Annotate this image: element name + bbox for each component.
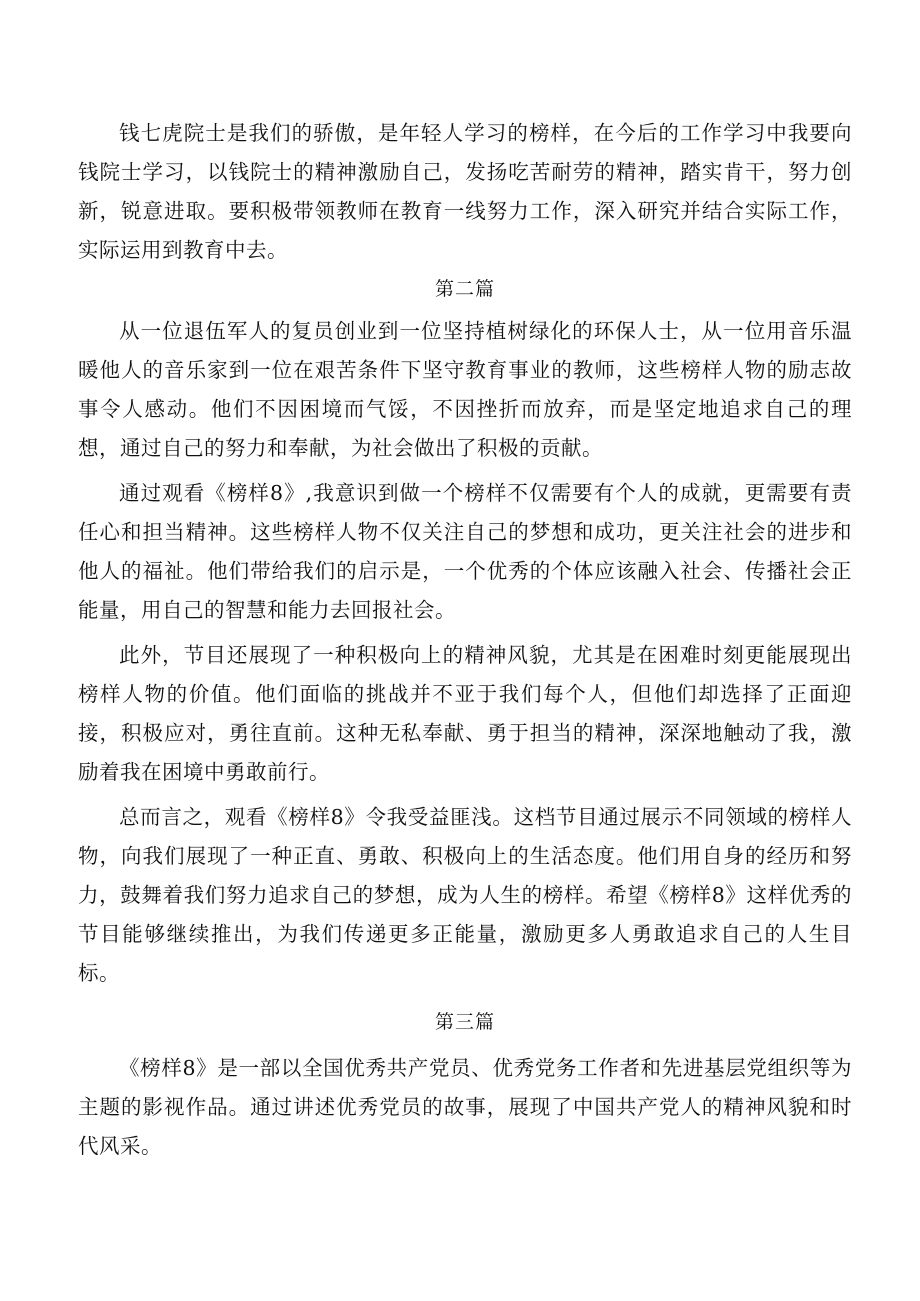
paragraph: 此外，节目还展现了一种积极向上的精神风貌，尤其是在困难时刻更能展现出榜样人物的价值。他们面临的挑战并不亚于我们每个人，但他们却选择了正面迎接，积极应对，勇往直前。这种无私奉献、勇于担当的精神，深深地触动了我，激励着我在困境中勇敢前行。 (78, 643, 852, 784)
section-heading: 第三篇 (434, 1011, 495, 1033)
paragraph: 总而言之，观看《榜样8》令我受益匪浅。这档节目通过展示不同领域的榜样人物，向我们展现了一种正直、勇敢、积极向上的生活态度。他们用自身的经历和努力，鼓舞着我们努力追求自己的梦想，成为人生的榜样。希望《榜样8》这样优秀的节目能够继续推出，为我们传递更多正能量，激励更多人勇敢追求自己的人生目标。 (78, 805, 852, 985)
document-body (78, 114, 852, 1166)
paragraph: 从一位退伍军人的复员创业到一位坚持植树绿化的环保人士，从一位用音乐温暖他人的音乐家到一位在艰苦条件下坚守教育事业的教师，这些榜样人物的励志故事令人感动。他们不因困境而气馁，不因挫折而放弃，而是坚定地追求自己的理想，通过自己的努力和奉献，为社会做出了积极的贡献。 (78, 319, 852, 460)
paragraph: 钱七虎院士是我们的骄傲，是年轻人学习的榜样，在今后的工作学习中我要向钱院士学习，以钱院士的精神激励自己，发扬吃苦耐劳的精神，踏实肯干，努力创新，锐意进取。要积极带领教师在教育一线努力工作，深入研究并结合实际工作，实际运用到教育中去。 (78, 121, 852, 262)
paragraph: 通过观看《榜样8》,我意识到做一个榜样不仅需要有个人的成就，更需要有责任心和担当精神。这些榜样人物不仅关注自己的梦想和成功，更关注社会的进步和他人的福祉。他们带给我们的启示是，一个优秀的个体应该融入社会、传播社会正能量，用自己的智慧和能力去回报社会。 (78, 481, 852, 622)
paragraph: 《榜样8》是一部以全国优秀共产党员、优秀党务工作者和先进基层党组织等为主题的影视作品。通过讲述优秀党员的故事，展现了中国共产党人的精神风貌和时代风采。 (78, 1056, 852, 1158)
section-heading: 第二篇 (434, 278, 495, 300)
